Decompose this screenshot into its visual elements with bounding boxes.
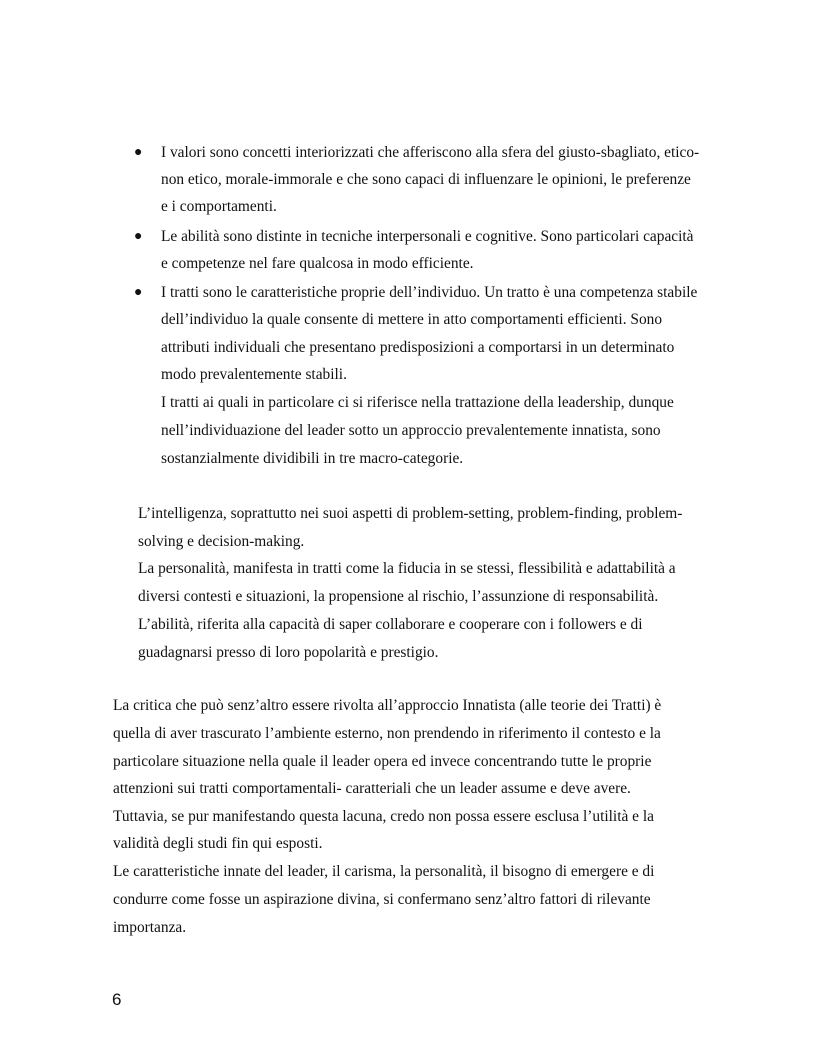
bullet-icon: ● [134,145,143,160]
categories-line-2: solving e decision-making. [138,533,305,550]
critique-line-7: Le caratteristiche innate del leader, il carisma, la personalità, il bisogno di emergere e di [113,863,655,880]
critique-line-3: particolare situazione nella quale il leader opera ed invece concentrando tutte le proprie [113,753,652,770]
bullet-icon: ● [134,285,143,300]
categories-line-4: diversi contesti e situazioni, la propensione al rischio, l’assunzione di responsabilità. [138,588,659,605]
bullet-3-line-3: attributi individuali che presentano predisposizioni a comportarsi in un determinato [161,339,675,356]
bullet-3-line-7: sostanzialmente dividibili in tre macro-categorie. [161,450,464,467]
critique-line-6: validità degli studi fin qui esposti. [113,835,323,852]
categories-line-5: L’abilità, riferita alla capacità di saper collaborare e cooperare con i followers e di [138,616,643,633]
bullet-1-line-1: I valori sono concetti interiorizzati che afferiscono alla sfera del giusto-sbagliato, etico- [161,144,700,161]
categories-line-1: L’intelligenza, soprattutto nei suoi aspetti di problem-setting, problem-finding, problem- [138,505,683,522]
critique-line-9: importanza. [113,919,187,936]
bullet-3-line-5: I tratti ai quali in particolare ci si riferisce nella trattazione della leadership, dunque [161,394,674,411]
critique-line-1: La critica che può senz’altro essere rivolta all’approccio Innatista (alle teorie dei Tratti) è [113,697,662,714]
critique-line-2: quella di aver trascurato l’ambiente esterno, non prendendo in riferimento il contesto e la [113,725,661,742]
categories-line-3: La personalità, manifesta in tratti come la fiducia in se stessi, flessibilità e adattabilità a [138,560,676,577]
bullet-icon: ● [134,229,143,244]
critique-line-8: condurre come fosse un aspirazione divina, si confermano senz’altro fattori di rilevante [113,891,651,908]
bullet-2-line-1: Le abilità sono distinte in tecniche interpersonali e cognitive. Sono particolari capacità [161,228,694,245]
critique-line-5: Tuttavia, se pur manifestando questa lacuna, credo non possa essere esclusa l’utilità e la [113,808,654,825]
categories-line-6: guadagnarsi presso di loro popolarità e prestigio. [138,644,439,661]
page-number: 6 [112,990,122,1009]
bullet-1-line-2: non etico, morale-immorale e che sono capaci di influenzare le opinioni, le preferenze [161,171,691,188]
bullet-3-line-1: I tratti sono le caratteristiche proprie dell’individuo. Un tratto è una competenza stabile [161,284,698,301]
critique-line-4: attenzioni sui tratti comportamentali- caratteriali che un leader assume e deve avere. [113,780,631,797]
bullet-3-line-2: dell’individuo la quale consente di mettere in atto comportamenti efficienti. Sono [161,311,663,328]
bullet-3-line-6: nell’individuazione del leader sotto un approccio prevalentemente innatista, sono [161,422,661,439]
bullet-2-line-2: e competenze nel fare qualcosa in modo efficiente. [161,255,474,272]
bullet-1-line-3: e i comportamenti. [161,198,277,215]
bullet-3-line-4: modo prevalentemente stabili. [161,366,347,383]
